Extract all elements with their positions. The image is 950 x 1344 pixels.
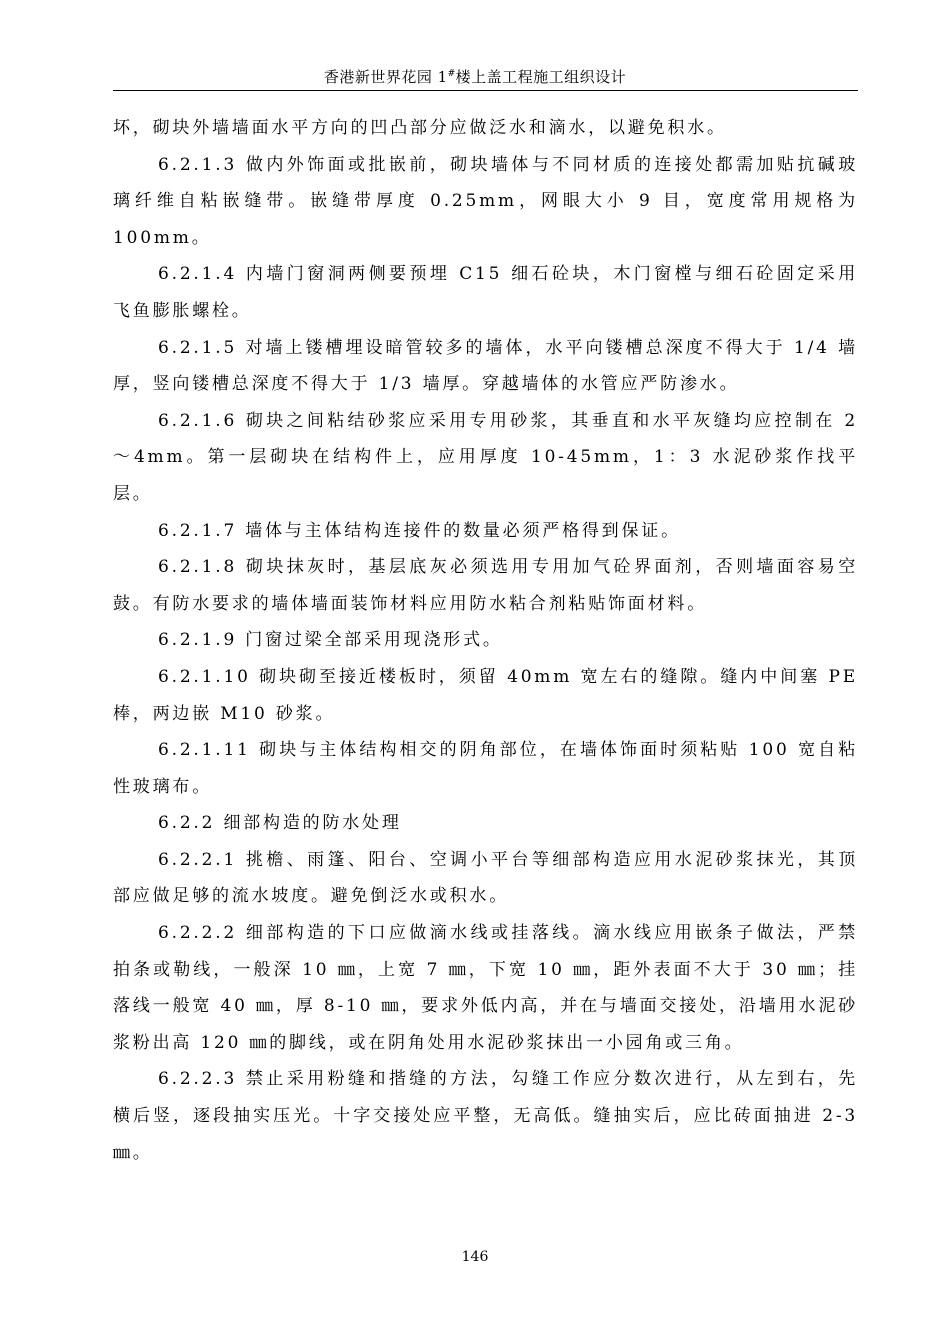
paragraph-6-2-1-4: 6.2.1.4 内墙门窗洞两侧要预埋 C15 细石砼块，木门窗樘与细石砼固定采用飞鱼膨胀螺栓。: [113, 264, 858, 321]
paragraph-6-2-1-11: 6.2.1.11 砌块与主体结构相交的阴角部位，在墙体饰面时须粘贴 100 宽自粘性玻璃布。: [113, 740, 858, 797]
paragraph-continuation: 坏，砌块外墙墙面水平方向的凹凸部分应做泛水和滴水，以避免积水。: [113, 118, 727, 138]
page-number: 146: [461, 1249, 489, 1265]
paragraph-6-2-1-3: 6.2.1.3 做内外饰面或批嵌前，砌块墙体与不同材质的连接处都需加贴抗碱玻璃纤维自粘嵌缝带。嵌缝带厚度 0.25mm，网眼大小 9 目，宽度常用规格为 100mm。: [113, 154, 858, 248]
paragraph-6-2-1-9: 6.2.1.9 门窗过梁全部采用现浇形式。: [158, 630, 503, 651]
paragraph-6-2-1-7: 6.2.1.7 墙体与主体结构连接件的数量必须严格得到保证。: [158, 520, 681, 541]
header-title: [0, 66, 950, 87]
paragraph-6-2-2-3: 6.2.2.3 禁止采用粉缝和揩缝的方法，勾缝工作应分数次进行，从左到右，先横后竖，逐段抽实压光。十字交接处应平整，无高低。缝抽实后，应比砖面抽进 2-3 ㎜。: [113, 1069, 858, 1163]
header-title-main: 香港新世界花园 1: [323, 68, 448, 86]
paragraph-6-2-1-6: 6.2.1.6 砌块之间粘结砂浆应采用专用砂浆，其垂直和水平灰缝均应控制在 2～4mm。第一层砌块在结构件上，应用厚度 10-45mm，1：3 水泥砂浆作找平层。: [113, 410, 858, 504]
paragraph-6-2-1-10: 6.2.1.10 砌块砌至接近楼板时，须留 40mm 宽左右的缝隙。缝内中间塞 PE 棒，两边嵌 M10 砂浆。: [113, 666, 858, 724]
header-title-rest: 楼上盖工程施工组织设计: [455, 68, 627, 86]
paragraph-6-2-1-8: 6.2.1.8 砌块抹灰时，基层底灰必须选用专用加气砼界面剂，否则墙面容易空鼓。有防水要求的墙体墙面装饰材料应用防水粘合剂粘贴饰面材料。: [113, 557, 858, 614]
paragraph-6-2-2-1: 6.2.2.1 挑檐、雨篷、阳台、空调小平台等细部构造应用水泥砂浆抹光，其顶部应做足够的流水坡度。避免倒泛水或积水。: [113, 849, 858, 907]
header-divider: [113, 90, 858, 91]
body-text: [113, 110, 858, 1171]
section-heading-6-2-2: 6.2.2 细部构造的防水处理: [158, 813, 402, 834]
paragraph-6-2-1-5: 6.2.1.5 对墙上镂槽埋设暗管较多的墙体，水平向镂槽总深度不得大于 1/4 墙厚，竖向镂槽总深度不得大于 1/3 墙厚。穿越墙体的水管应严防渗水。: [113, 337, 858, 395]
header-title-sup: #: [447, 69, 456, 79]
paragraph-6-2-2-2: 6.2.2.2 细部构造的下口应做滴水线或挂落线。滴水线应用嵌条子做法，严禁拍条或勒线，一般深 10 ㎜，上宽 7 ㎜，下宽 10 ㎜，距外表面不大于 30 ㎜；挂落线一般宽 40 ㎜，厚 8-10 ㎜，要求外低内高，并在与墙面交接处，沿墙用水泥砂浆粉出高 120 ㎜的脚线，或在阴角处用水泥砂浆抹出一小园角或三角。: [113, 923, 858, 1053]
